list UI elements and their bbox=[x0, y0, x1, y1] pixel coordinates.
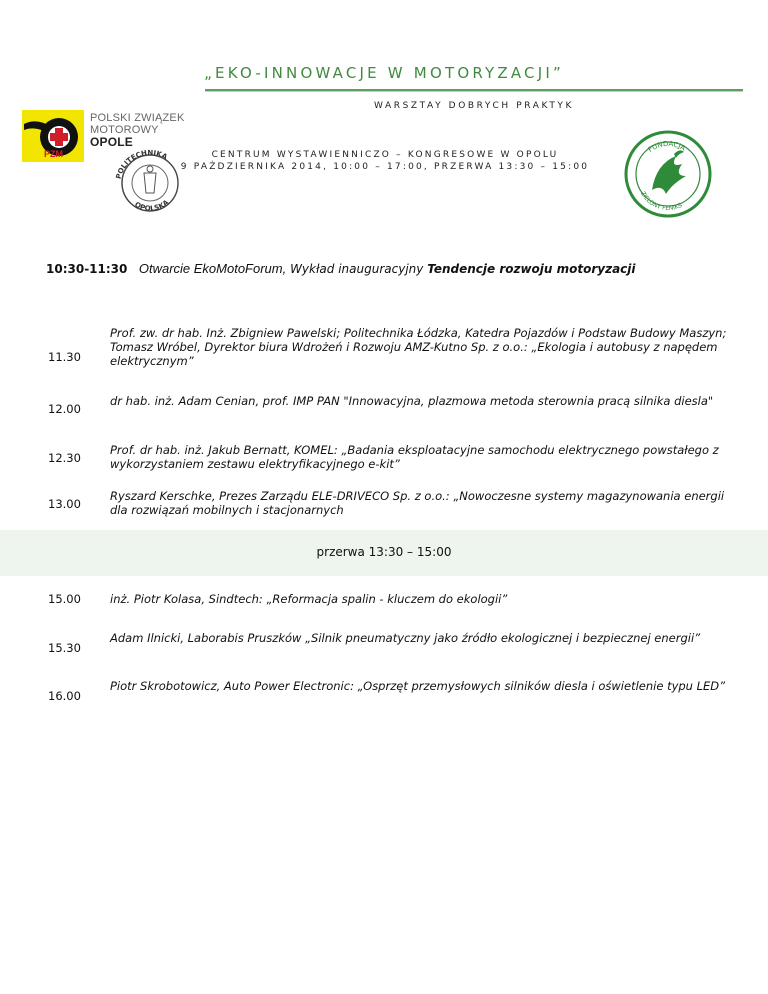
row-text: dr hab. inż. Adam Cenian, prof. IMP PAN "Innowacyjna, plazmowa metoda sterownia pracą silnika diesla" bbox=[110, 394, 714, 408]
break-label: przerwa 13:30 – 15:00 bbox=[316, 545, 452, 559]
page-title: „EKO-INNOWACJE W MOTORYZACJI” bbox=[204, 64, 564, 82]
intro-opening: Otwarcie EkoMotoForum, bbox=[138, 261, 287, 276]
intro-time: 10:30-11:30 bbox=[46, 262, 128, 276]
svg-text:FUNDACJA: FUNDACJA bbox=[646, 139, 687, 154]
row-time: 11.30 bbox=[48, 350, 81, 364]
venue-line-2: 9 PAŹDZIERNIKA 2014, 10:00 – 17:00, PRZERWA 13:30 – 15:00 bbox=[180, 162, 590, 172]
svg-text:OPOLSKA: OPOLSKA bbox=[133, 198, 171, 213]
row-text: Adam Ilnicki, Laborabis Pruszków „Silnik pneumatyczny jako źródło ekologicznej i bezpiecznej energii” bbox=[110, 631, 701, 645]
row-time: 15.30 bbox=[48, 641, 81, 655]
intro-lecture: Wykład inauguracyjny bbox=[290, 262, 424, 276]
row-time: 12.00 bbox=[48, 402, 81, 416]
row-text: Prof. zw. dr hab. Inż. Zbigniew Pawelski; Politechnika Łódzka, Katedra Pojazdów i Podstaw Budowy Maszyn; Tomasz Wróbel, Dyrektor biura Wdrożeń i Rozwoju AMZ-Kutno Sp. z o.o.: „Ekologia i autobusy z napędem elektrycznym” bbox=[110, 326, 727, 368]
row-text: Prof. dr hab. inż. Jakub Bernatt, KOMEL: „Badania eksploatacyjne samochodu elektrycznego powstałego z wykorzystaniem zestawu elektryfikacyjnego e-kit” bbox=[110, 443, 719, 471]
pzm-name bbox=[90, 112, 185, 148]
fundacja-logo-icon bbox=[622, 128, 714, 220]
intro-topic: Tendencje rozwoju motoryzacji bbox=[427, 262, 636, 276]
svg-text:PZM: PZM bbox=[44, 149, 63, 159]
svg-text:ZIELONY FENIKS: ZIELONY FENIKS bbox=[639, 190, 684, 213]
break-band bbox=[0, 530, 768, 576]
politechnika-logo-icon bbox=[108, 147, 192, 213]
svg-text:POLITECHNIKA: POLITECHNIKA bbox=[114, 148, 169, 180]
pzm-line-1: POLSKI ZWIĄZEK bbox=[90, 112, 185, 124]
row-text: Ryszard Kerschke, Prezes Zarządu ELE-DRIVECO Sp. z o.o.: „Nowoczesne systemy magazynowania energii dla rozwiązań mobilnych i stacjonarnych bbox=[110, 489, 725, 517]
pzm-line-3: OPOLE bbox=[90, 135, 134, 149]
pzm-logo-icon bbox=[22, 110, 84, 162]
intro-line bbox=[46, 261, 636, 276]
row-time: 12.30 bbox=[48, 451, 81, 465]
row-text: inż. Piotr Kolasa, Sindtech: „Reformacja spalin - kluczem do ekologii” bbox=[110, 592, 508, 606]
page-subtitle: WARSZTAY DOBRYCH PRAKTYK bbox=[373, 101, 575, 111]
row-time: 16.00 bbox=[48, 689, 81, 703]
row-time: 13.00 bbox=[48, 497, 81, 511]
venue-info bbox=[175, 149, 595, 173]
row-text: Piotr Skrobotowicz, Auto Power Electronic: „Osprzęt przemysłowych silników diesla i oświetlenie typu LED” bbox=[110, 679, 726, 693]
venue-line-1: CENTRUM WYSTAWIENNICZO – KONGRESOWE W OPOLU bbox=[211, 150, 559, 160]
row-time: 15.00 bbox=[48, 592, 81, 606]
title-divider bbox=[205, 89, 743, 92]
pzm-line-2: MOTOROWY bbox=[90, 124, 159, 136]
